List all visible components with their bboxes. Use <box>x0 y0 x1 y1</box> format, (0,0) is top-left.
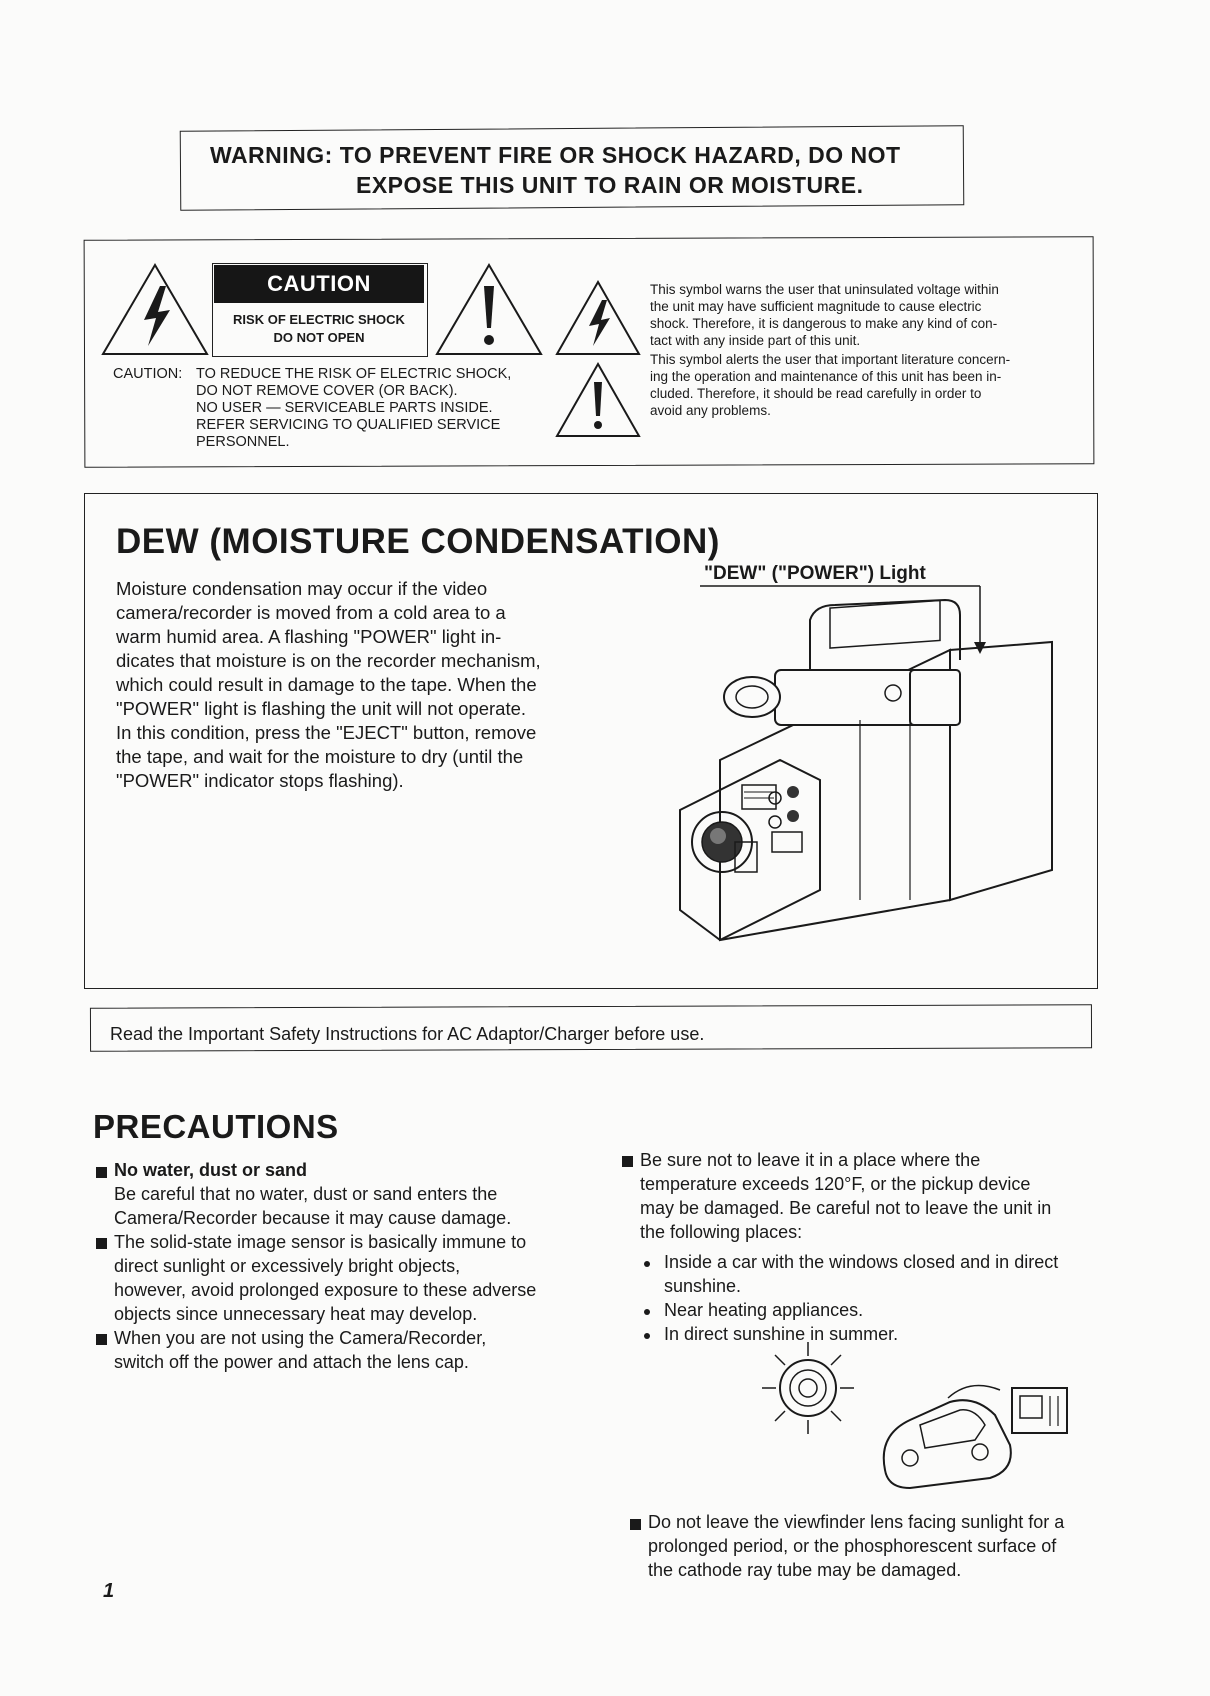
dew-title: DEW (MOISTURE CONDENSATION) <box>116 522 720 561</box>
dew-light-label: "DEW" ("POWER") Light <box>704 563 926 584</box>
caution-line-3: NO USER — SERVICEABLE PARTS INSIDE. <box>196 400 493 416</box>
caution-line-4: REFER SERVICING TO QUALIFIED SERVICE <box>196 417 501 433</box>
precaution-left-p2-line-3: however, avoid prolonged exposure to these adverse <box>114 1280 537 1300</box>
place-line-2: sunshine. <box>664 1276 742 1296</box>
caution-header: CAUTION <box>214 265 424 303</box>
caution-line-5: PERSONNEL. <box>196 434 290 450</box>
precaution-left-p3-line-1: When you are not using the Camera/Recorder, <box>114 1328 487 1348</box>
precaution-right-p2-line-1: Do not leave the viewfinder lens facing sunlight for a <box>648 1512 1065 1532</box>
dew-line-5: which could result in damage to the tape. When the <box>116 674 537 695</box>
lightning-triangle-icon <box>100 262 210 357</box>
precaution-left-p1-line-2: Camera/Recorder because it may cause damage. <box>114 1208 512 1228</box>
precaution-left-p3-line-2: switch off the power and attach the lens cap. <box>114 1352 469 1372</box>
place-line-1: Inside a car with the windows closed and in direct <box>664 1252 1059 1272</box>
sun-icon <box>762 1342 854 1434</box>
bullet-square-icon <box>96 1238 107 1249</box>
place-line-3: Near heating appliances. <box>664 1300 864 1320</box>
dew-line-9: "POWER" indicator stops flashing). <box>116 770 404 791</box>
symbol1-line-2: the unit may have sufficient magnitude to cause electric <box>650 299 982 314</box>
dew-line-8: the tape, and wait for the moisture to dry (until the <box>116 746 524 767</box>
warning-line-1: WARNING: TO PREVENT FIRE OR SHOCK HAZARD, DO NOT <box>210 142 901 168</box>
caution-sub-1: RISK OF ELECTRIC SHOCK <box>233 312 405 327</box>
dew-line-1: Moisture condensation may occur if the video <box>116 578 488 599</box>
precaution-left-p2-line-1: The solid-state image sensor is basically immune to <box>114 1232 527 1252</box>
dew-line-4: dicates that moisture is on the recorder mechanism, <box>116 650 541 671</box>
symbol1-line-3: shock. Therefore, it is dangerous to make any kind of con- <box>650 316 998 331</box>
precaution-right-p1-line-3: may be damaged. Be careful not to leave the unit in <box>640 1198 1052 1218</box>
place-line-4: In direct sunshine in summer. <box>664 1324 899 1344</box>
dew-line-7: In this condition, press the "EJECT" button, remove <box>116 722 537 743</box>
precaution-right-p1-line-2: temperature exceeds 120°F, or the pickup device <box>640 1174 1031 1194</box>
dew-line-2: camera/recorder is moved from a cold area to a <box>116 602 506 623</box>
read-notice-text: Read the Important Safety Instructions for AC Adaptor/Charger before use. <box>110 1024 705 1044</box>
exclamation-symbol-icon <box>555 362 641 438</box>
precaution-left-p1-line-1: Be careful that no water, dust or sand enters the <box>114 1184 498 1204</box>
precautions-title: PRECAUTIONS <box>93 1108 339 1145</box>
caution-sub-2: DO NOT OPEN <box>273 330 365 345</box>
symbol1-line-4: tact with any inside part of this unit. <box>650 333 861 348</box>
dew-line-6: "POWER" light is flashing the unit will not operate. <box>116 698 527 719</box>
precaution-right-p2-line-2: prolonged period, or the phosphorescent surface of <box>648 1536 1057 1556</box>
precaution-right-p1-line-4: the following places: <box>640 1222 803 1242</box>
exclamation-triangle-icon <box>434 262 544 357</box>
caution-line-2: DO NOT REMOVE COVER (OR BACK). <box>196 383 458 399</box>
precaution-left-heading: No water, dust or sand <box>114 1160 308 1180</box>
camcorder-illustration <box>660 580 1060 960</box>
precaution-right-p1-line-1: Be sure not to leave it in a place where the <box>640 1150 981 1170</box>
bullet-dot-icon <box>644 1261 650 1267</box>
lightning-symbol-icon <box>555 280 641 356</box>
symbol1-line-1: This symbol warns the user that uninsulated voltage within <box>650 282 999 297</box>
page-number: 1 <box>103 1580 115 1602</box>
precaution-left-p2-line-4: objects since unnecessary heat may develop. <box>114 1304 478 1324</box>
caution-line-1: TO REDUCE THE RISK OF ELECTRIC SHOCK, <box>196 366 512 382</box>
precaution-left-p2-line-2: direct sunlight or excessively bright objects, <box>114 1256 461 1276</box>
dew-line-3: warm humid area. A flashing "POWER" light in- <box>116 626 502 647</box>
bullet-square-icon <box>96 1167 107 1178</box>
bullet-dot-icon <box>644 1333 650 1339</box>
warning-line-2: EXPOSE THIS UNIT TO RAIN OR MOISTURE. <box>356 172 864 198</box>
bullet-square-icon <box>622 1156 633 1167</box>
car-icon <box>884 1386 1011 1489</box>
bullet-dot-icon <box>644 1309 650 1315</box>
symbol2-line-3: cluded. Therefore, it should be read carefully in order to <box>650 386 982 401</box>
symbol2-line-4: avoid any problems. <box>650 403 771 418</box>
bullet-square-icon <box>630 1519 641 1530</box>
bullet-square-icon <box>96 1334 107 1345</box>
symbol2-line-1: This symbol alerts the user that important literature concern- <box>650 352 1011 367</box>
precaution-right-p2-line-3: the cathode ray tube may be damaged. <box>648 1560 962 1580</box>
caution-label: CAUTION: <box>113 366 183 382</box>
symbol2-line-2: ing the operation and maintenance of this unit has been in- <box>650 369 1002 384</box>
camcorder-in-car-icon <box>1012 1388 1067 1433</box>
sun-and-car-illustration <box>760 1340 1090 1490</box>
